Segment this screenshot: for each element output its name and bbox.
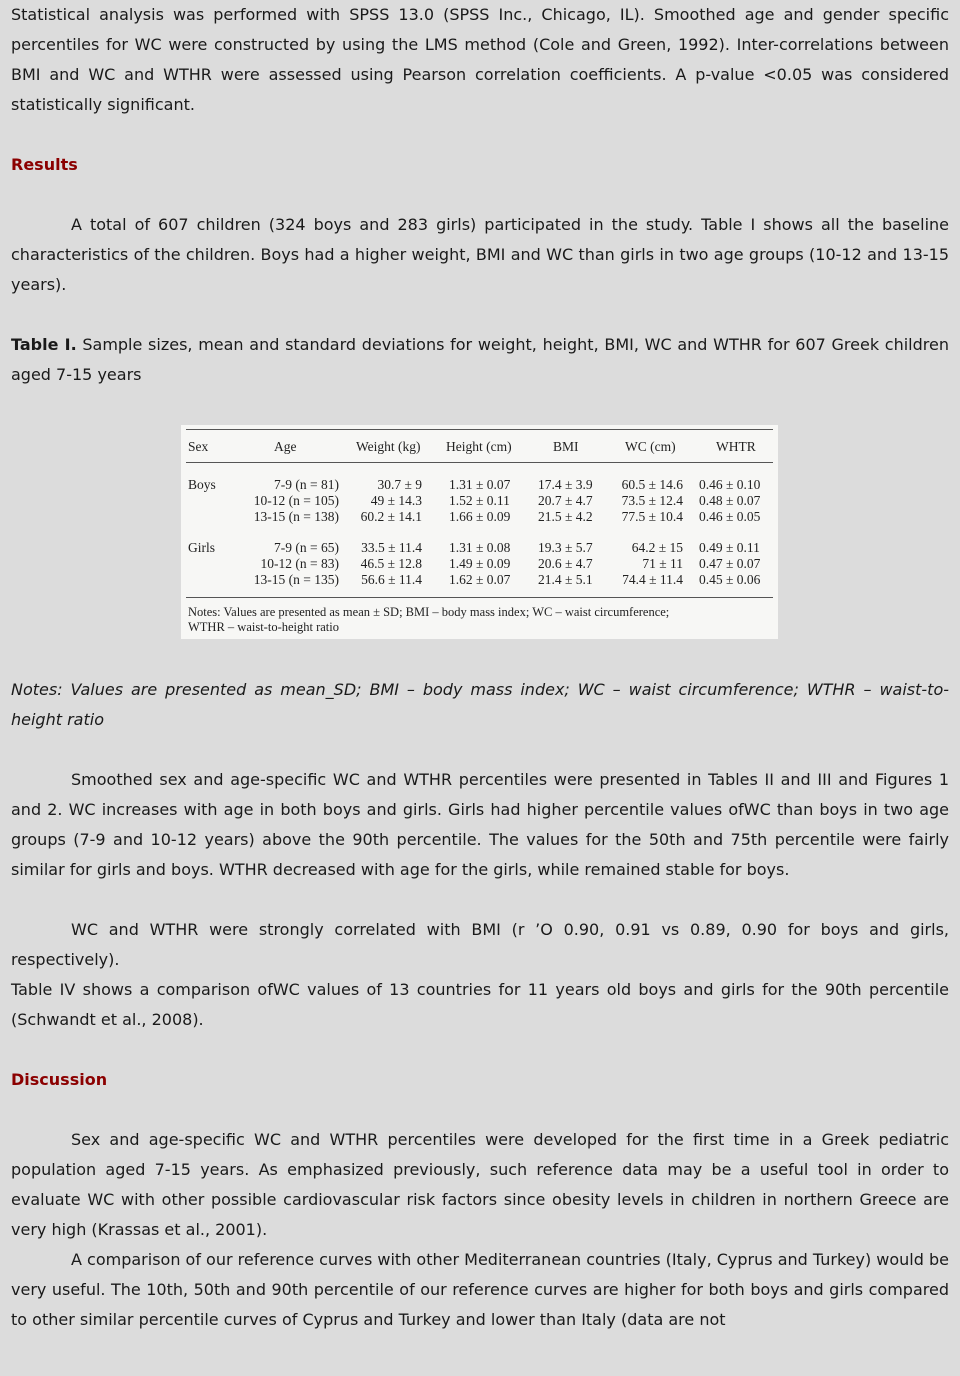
table-cell: 13-15 (n = 138) <box>253 509 339 524</box>
table-top-rule <box>186 429 773 430</box>
table-cell: 10-12 (n = 83) <box>260 556 339 571</box>
table-cell: 1.31 ± 0.07 <box>449 477 511 492</box>
table-cell: 33.5 ± 11.4 <box>361 540 422 555</box>
paragraph-correlation: WC and WTHR were strongly correlated with BMI (r ’O 0.90, 0.91 vs 0.89, 0.90 for boys and girls, respectively). <box>11 920 949 969</box>
table-cell: 10-12 (n = 105) <box>253 493 339 508</box>
paragraph-statistical-analysis: Statistical analysis was performed with SPSS 13.0 (SPSS Inc., Chicago, IL). Smoothed age and gender specific percentiles for WC were constructed by using the LMS method (Cole and Green, 1992). Inter-correlations between BMI and WC and WTHR were assessed using Pearson correlation coefficients. A p-value <0.05 was considered statistically significant. <box>11 5 949 114</box>
table-cell: 13-15 (n = 135) <box>253 572 339 587</box>
table-notes-line-2: WTHR – waist-to-height ratio <box>188 620 340 634</box>
table-cell: 77.5 ± 10.4 <box>621 509 683 524</box>
table-cell: 56.6 ± 11.4 <box>361 572 422 587</box>
paragraph-table-iv: Table IV shows a comparison ofWC values of 13 countries for 11 years old boys and girls for the 90th percentile (Schwandt et al., 2008). <box>11 980 949 1029</box>
table-cell: 19.3 ± 5.7 <box>538 540 593 555</box>
table-notes-italic <box>11 675 949 735</box>
table-cell: 1.31 ± 0.08 <box>449 540 511 555</box>
header-weight: Weight (kg) <box>356 439 421 454</box>
table-cell: 20.7 ± 4.7 <box>538 493 593 508</box>
table-cell: 0.47 ± 0.07 <box>699 556 761 571</box>
discussion-heading: Discussion <box>11 1070 108 1089</box>
table-cell: 21.4 ± 5.1 <box>538 572 593 587</box>
group-label-girls: Girls <box>188 540 215 555</box>
table-header-rule <box>186 462 773 463</box>
paragraph-discussion-1: Sex and age-specific WC and WTHR percentiles were developed for the first time in a Greek pediatric population aged 7-15 years. As emphasized previously, such reference data may be a useful tool in order to evaluate WC with other possible cardiovascular risk factors since obesity levels in children in northern Greece are very high (Krassas et al., 2001). <box>11 1130 949 1239</box>
table-1 <box>181 425 778 639</box>
table-cell: 7-9 (n = 65) <box>274 540 339 555</box>
table-caption <box>11 330 949 390</box>
header-sex: Sex <box>188 439 209 454</box>
header-whtr: WHTR <box>716 439 756 454</box>
table-notes-line-1: Notes: Values are presented as mean ± SD; BMI – body mass index; WC – waist circumference; <box>188 605 670 619</box>
header-bmi: BMI <box>553 439 579 454</box>
table-cell: 0.46 ± 0.10 <box>699 477 761 492</box>
group-label-boys: Boys <box>188 477 216 492</box>
paragraph-discussion-2: A comparison of our reference curves with other Mediterranean countries (Italy, Cyprus and Turkey) would be very useful. The 10th, 50th and 90th percentile of our reference curves are higher for both boys and girls compared to other similar percentile curves of Cyprus and Turkey and lower than Italy (data are not <box>11 1250 949 1329</box>
header-height: Height (cm) <box>446 439 512 454</box>
table-cell: 1.66 ± 0.09 <box>449 509 511 524</box>
header-wc: WC (cm) <box>625 439 676 454</box>
table-cell: 49 ± 14.3 <box>370 493 422 508</box>
table-cell: 1.49 ± 0.09 <box>449 556 511 571</box>
paragraph-participants: A total of 607 children (324 boys and 283 girls) participated in the study. Table I shows all the baseline characteristics of the children. Boys had a higher weight, BMI and WC than girls in two age groups (10-12 and 13-15 years). <box>11 215 949 294</box>
table-cell: 64.2 ± 15 <box>631 540 683 555</box>
table-cell: 20.6 ± 4.7 <box>538 556 593 571</box>
article-body-continued <box>11 675 949 1335</box>
table-caption-label: Table I. <box>11 335 77 354</box>
article-body <box>11 0 949 390</box>
table-cell: 7-9 (n = 81) <box>274 477 339 492</box>
table-cell: 1.52 ± 0.11 <box>449 493 510 508</box>
table-cell: 17.4 ± 3.9 <box>538 477 593 492</box>
table-cell: 60.5 ± 14.6 <box>621 477 683 492</box>
table-cell: 71 ± 11 <box>642 556 683 571</box>
table-cell: 0.46 ± 0.05 <box>699 509 761 524</box>
results-heading: Results <box>11 155 78 174</box>
table-bottom-rule <box>186 597 773 598</box>
table-cell: 0.48 ± 0.07 <box>699 493 761 508</box>
table-cell: 46.5 ± 12.8 <box>360 556 422 571</box>
table-caption-text: Sample sizes, mean and standard deviations for weight, height, BMI, WC and WTHR for 607 Greek children aged 7-15 years <box>11 335 949 384</box>
table-cell: 60.2 ± 14.1 <box>360 509 422 524</box>
table-cell: 74.4 ± 11.4 <box>622 572 683 587</box>
notes-italic-text: Notes: Values are presented as mean_SD; BMI – body mass index; WC – waist circumference; WTHR – waist-to-height ratio <box>11 680 949 729</box>
table-cell: 0.49 ± 0.11 <box>699 540 760 555</box>
paragraph-percentiles: Smoothed sex and age-specific WC and WTHR percentiles were presented in Tables II and III and Figures 1 and 2. WC increases with age in both boys and girls. Girls had higher percentile values ofWC than boys in two age groups (7-9 and 10-12 years) above the 90th percentile. The values for the 50th and 75th percentile were fairly similar for girls and boys. WTHR decreased with age for the girls, while remained stable for boys. <box>11 770 949 879</box>
table-cell: 1.62 ± 0.07 <box>449 572 511 587</box>
table-cell: 30.7 ± 9 <box>377 477 422 492</box>
table-cell: 0.45 ± 0.06 <box>699 572 761 587</box>
table-cell: 73.5 ± 12.4 <box>621 493 683 508</box>
header-age: Age <box>274 439 297 454</box>
table-cell: 21.5 ± 4.2 <box>538 509 593 524</box>
